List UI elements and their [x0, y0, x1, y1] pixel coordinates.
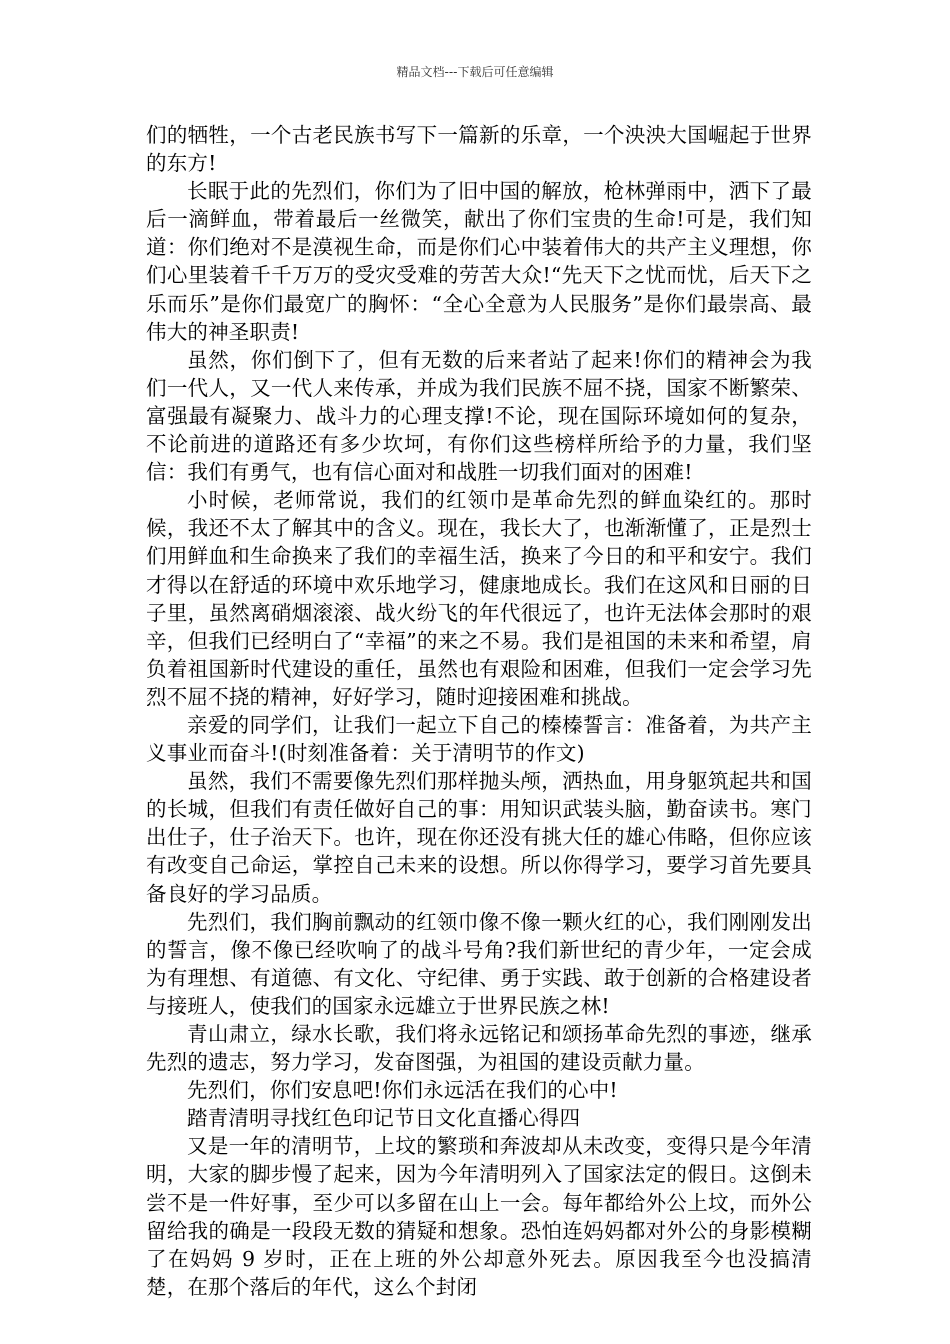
paragraph: 长眠于此的先烈们，你们为了旧中国的解放，枪林弹雨中，洒下了最后一滴鲜血，带着最后一丝微笑，献出了你们宝贵的生命!可是，我们知道：你们绝对不是漠视生命，而是你们心中装着伟大的共产主义理想，你们心里装着千千万万的受灾受难的劳苦大众!“先天下之忧而忧，后天下之乐而乐”是你们最宽广的胸怀：“全心全意为人民服务”是你们最崇高、最伟大的神圣职责! — [146, 179, 812, 344]
page-header: 精品文档---下载后可任意编辑 — [396, 65, 554, 79]
paragraph: 又是一年的清明节，上坟的繁琐和奔波却从未改变，变得只是今年清明，大家的脚步慢了起来，因为今年清明列入了国家法定的假日。这倒未尝不是一件好事，至少可以多留在山上一会。每年都给外公上坟，而外公留给我的确是一段段无数的猜疑和想象。恐怕连妈妈都对外公的身影模糊了在妈妈 9 岁时，正在上班的外公却意外死去。原因我至今也没搞清楚，在那个落后的年代，这么个封闭 — [146, 1134, 812, 1299]
paragraph: 青山肃立，绿水长歌，我们将永远铭记和颂扬革命先烈的事迹，继承先烈的遗志，努力学习，发奋图强，为祖国的建设贡献力量。 — [146, 1022, 812, 1075]
document-body — [146, 121, 812, 1301]
paragraph: 虽然，我们不需要像先烈们那样抛头颅，洒热血，用身躯筑起共和国的长城，但我们有责任做好自己的事：用知识武装头脑，勤奋读书。寒门出仕子，仕子治天下。也许，现在你还没有挑大任的雄心伟略，但你应该有改变自己命运，掌控自己未来的设想。所以你得学习，要学习首先要具备良好的学习品质。 — [146, 769, 812, 906]
paragraph: 亲爱的同学们，让我们一起立下自己的榛榛誓言：准备着，为共产主义事业而奋斗!(时刻准备着：关于清明节的作文) — [146, 712, 812, 766]
paragraph: 先烈们，我们胸前飘动的红领巾像不像一颗火红的心，我们刚刚发出的誓言，像不像已经吹响了的战斗号角?我们新世纪的青少年，一定会成为有理想、有道德、有文化、守纪律、勇于实践、敢于创新的合格建设者与接班人，使我们的国家永远雄立于世界民族之林! — [146, 909, 812, 1018]
paragraph: 先烈们，你们安息吧!你们永远活在我们的心中! — [187, 1078, 618, 1103]
paragraph: 们的牺牲，一个古老民族书写下一篇新的乐章，一个泱泱大国崛起于世界的东方! — [146, 123, 812, 176]
section-heading: 踏青清明寻找红色印记节日文化直播心得四 — [187, 1106, 581, 1131]
paragraph: 小时候，老师常说，我们的红领巾是革命先烈的鲜血染红的。那时候，我还不太了解其中的含义。现在，我长大了，也渐渐懂了，正是烈士们用鲜血和生命换来了我们的幸福生活，换来了今日的和平和安宁。我们才得以在舒适的环境中欢乐地学习，健康地成长。我们在这风和日丽的日子里，虽然离硝烟滚滚、战火纷飞的年代很远了，也许无法体会那时的艰辛，但我们已经明白了“幸福”的来之不易。我们是祖国的未来和希望，肩负着祖国新时代建设的重任，虽然也有艰险和困难，但我们一定会学习先烈不屈不挠的精神，好好学习，随时迎接困难和挑战。 — [146, 488, 812, 709]
paragraph: 虽然，你们倒下了，但有无数的后来者站了起来!你们的精神会为我们一代人，又一代人来传承，并成为我们民族不屈不挠，国家不断繁荣、富强最有凝聚力、战斗力的心理支撑!不论，现在国际环境如何的复杂，不论前进的道路还有多少坎坷，有你们这些榜样所给予的力量，我们坚信：我们有勇气，也有信心面对和战胜一切我们面对的困难! — [146, 347, 812, 485]
